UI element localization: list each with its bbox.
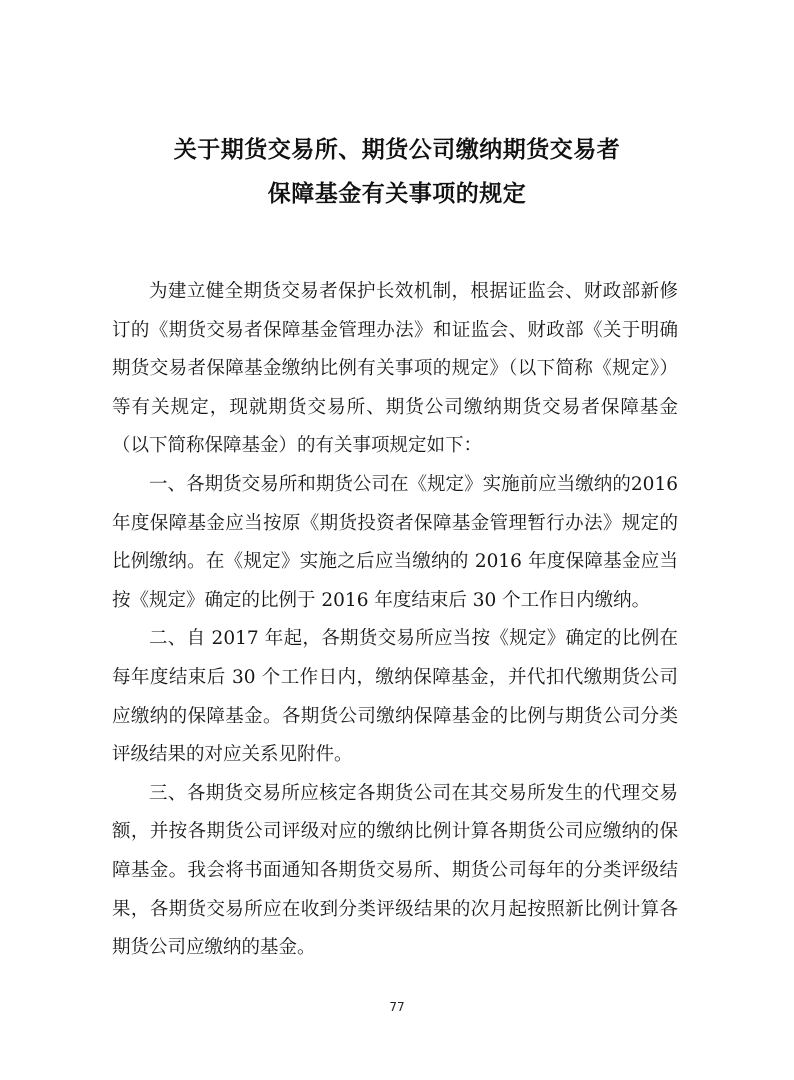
page-number: 77: [389, 1000, 405, 1014]
document-title: [0, 128, 794, 216]
paragraph-item-3: 三、各期货交易所应核定各期货公司在其交易所发生的代理交易额，并按各期货公司评级对应的缴纳比例计算各期货公司应缴纳的保障基金。我会将书面通知各期货交易所、期货公司每年的分类评级结果，各期货交易所应在收到分类评级结果的次月起按照新比例计算各期货公司应缴纳的基金。: [112, 782, 678, 959]
title-line-2: 保障基金有关事项的规定: [267, 181, 527, 207]
paragraph-item-2: 二、自 2017 年起，各期货交易所应当按《规定》确定的比例在每年度结束后 30 个工作日内，缴纳保障基金，并代扣代缴期货公司应缴纳的保障基金。各期货公司缴纳保障基金的比例与期货公司分类评级结果的对应关系见附件。: [112, 628, 678, 766]
paragraph-intro: 为建立健全期货交易者保护长效机制，根据证监会、财政部新修订的《期货交易者保障基金管理办法》和证监会、财政部《关于明确期货交易者保障基金缴纳比例有关事项的规定》（以下简称《规定》）等有关规定，现就期货交易所、期货公司缴纳期货交易者保障基金（以下简称保障基金）的有关事项规定如下：: [112, 281, 678, 457]
title-line-1: 关于期货交易所、期货公司缴纳期货交易者: [173, 137, 621, 163]
paragraph-item-1: 一、各期货交易所和期货公司在《规定》实施前应当缴纳的2016 年度保障基金应当按原《期货投资者保障基金管理暂行办法》规定的比例缴纳。在《规定》实施之后应当缴纳的 2016 年度保障基金应当按《规定》确定的比例于 2016 年度结束后 30 个工作日内缴纳。: [112, 473, 678, 611]
document-body: [112, 273, 678, 968]
